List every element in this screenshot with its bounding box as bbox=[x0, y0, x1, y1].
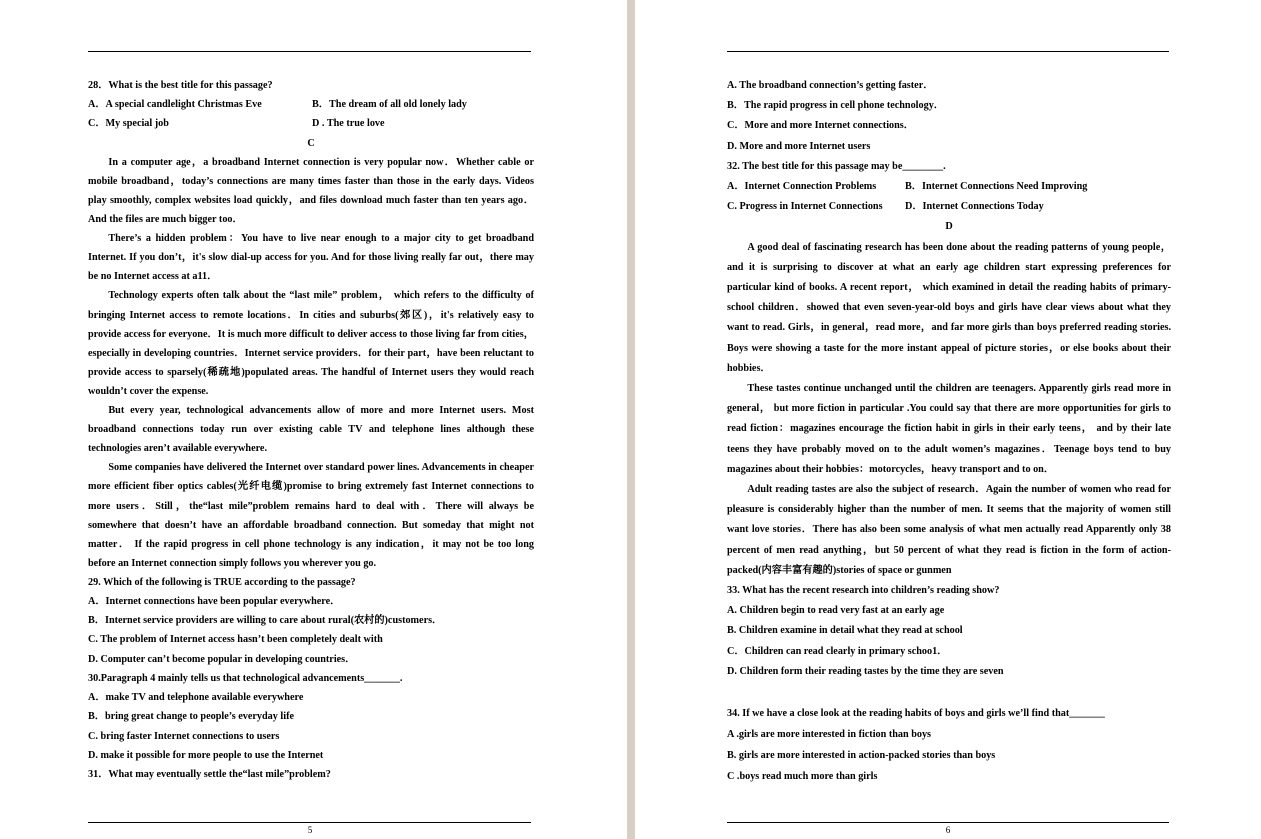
passage-d-paragraph-2: These tastes continue unchanged until the children are teenagers. Apparently girls read more in general， but more fiction in particular .You could say that there are more opportunities for girls to read fiction：magazines encourage the fiction habit in girls in their early teens， and by their late teens they have probably moved on to the adult women’s magazines．Teenage boys tend to buy magazines about their hobbies：motorcycles，heavy transport and to on． bbox=[727, 383, 1171, 475]
page-6 bbox=[635, 0, 1261, 839]
passage-c-paragraph-5: Some companies have delivered the Internet over standard power lines. Advancements in cheaper more efficient fiber optics cables(光纤电缆)promise to bring extremely fast Internet connections to more users．Still，the“last mile”problem remains hard to deal with．There will always be somewhere that doesn’t have an affordable broadband connection. But someday that might not matter． If the rapid progress in cell phone technology is any indication，it may not be too long before an Internet connection simply follows you wherever you go. bbox=[88, 462, 534, 569]
passage-d-paragraph-3: Adult reading tastes are also the subject of research．Again the number of women who read for pleasure is considerably higher than the number of men. It seems that the majority of women still want love stories．There has also been some analysis of what men actually read Apparently only 38 percent of men read anything，but 50 percent of what they read is fiction in the form of action-packed(内容丰富有趣的)stories of space or gunmen bbox=[727, 484, 1171, 576]
q31-option-b: B．The rapid progress in cell phone technology． bbox=[727, 100, 944, 112]
header-rule bbox=[727, 51, 1169, 52]
q30-option-c: C. bring faster Internet connections to users bbox=[88, 730, 280, 742]
q34-option-a: A .girls are more interested in fiction than boys bbox=[727, 729, 932, 741]
header-rule bbox=[88, 51, 531, 52]
q28-options-cd bbox=[88, 114, 534, 133]
q30-option-d: D. make it possible for more people to use the Internet bbox=[88, 749, 324, 761]
q32-option-a: A．Internet Connection Problems bbox=[727, 181, 877, 193]
q28-option-b: B．The dream of all old lonely lady bbox=[312, 99, 467, 111]
q33-option-c: C．Children can read clearly in primary schoo1． bbox=[727, 645, 948, 657]
passage-c-paragraph-4: But every year, technological advancements allow of more and more Internet users. Most broadband connections today run over existing cable TV and telephone lines although these technologies aren’t available everywhere. bbox=[88, 405, 534, 455]
q32-option-c: C. Progress in Internet Connections bbox=[727, 201, 883, 213]
q32-question: 32. The best title for this passage may be________. bbox=[727, 160, 946, 172]
q34-option-b: B. girls are more interested in action-packed stories than boys bbox=[727, 750, 996, 762]
section-d-heading: D bbox=[945, 221, 953, 233]
q28-question: 28．What is the best title for this passage? bbox=[88, 80, 273, 91]
q32-option-d: D．Internet Connections Today bbox=[905, 201, 1044, 213]
q30-question: 30.Paragraph 4 mainly tells us that technological advancements_______. bbox=[88, 672, 403, 684]
page-number: 5 bbox=[307, 825, 313, 835]
q33-option-b: B. Children examine in detail what they read at school bbox=[727, 625, 963, 637]
q32-options-ab bbox=[727, 177, 1171, 197]
q28-option-d: D . The true love bbox=[312, 118, 385, 130]
q34-question: 34. If we have a close look at the reading habits of boys and girls we’ll find that_______ bbox=[727, 708, 1105, 720]
q32-options-cd bbox=[727, 197, 1171, 217]
footer-rule bbox=[88, 822, 531, 823]
q29-option-b: B．Internet service providers are willing to care about rural(农村的)customers． bbox=[88, 615, 443, 627]
q28-option-a: A．A special candlelight Christmas Eve bbox=[88, 99, 262, 111]
q34-option-c: C .boys read much more than girls bbox=[727, 771, 878, 783]
page-number: 6 bbox=[945, 825, 951, 835]
q31-option-d: D. More and more Internet users bbox=[727, 140, 871, 152]
q33-option-d: D. Children form their reading tastes by the time they are seven bbox=[727, 665, 1004, 677]
q28-option-c: C．My special job bbox=[88, 118, 169, 130]
q30-option-b: B．bring great change to people’s everyday life bbox=[88, 711, 294, 723]
q29-question: 29. Which of the following is TRUE according to the passage? bbox=[88, 576, 356, 588]
blank-gap bbox=[727, 682, 1171, 704]
q29-option-d: D. Computer can’t become popular in developing countries． bbox=[88, 653, 356, 665]
section-c-heading: C bbox=[307, 137, 315, 149]
footer-rule bbox=[727, 822, 1169, 823]
q32-option-b: B．Internet Connections Need Improving bbox=[905, 181, 1088, 193]
passage-c-paragraph-2: There’s a hidden problem：You have to live near enough to a major city to get broadband Internet. If you don’t，it's slow dial-up access for you. And for those living really far out，there may be no Internet access at a11． bbox=[88, 233, 534, 283]
q28-options-ab bbox=[88, 95, 534, 114]
passage-c-paragraph-3: Technology experts often talk about the “last mile” problem， which refers to the difficulty of bringing Internet access to remote locations．In cities and suburbs(郊区)，it's relatively easy to provide access for everyone．It is much more difficult to deliver access to those living far from cities，especially in developing countries．Internet service providers．for their part，have been reluctant to provide access to sparsely(稀疏地)populated areas. The handful of Internet users they would reach wouldn’t cover the expense. bbox=[88, 290, 534, 397]
passage-d-paragraph-1: A good deal of fascinating research has been done about the reading patterns of young people， and it is surprising to discover at what an early age children start expressing preferences for particular kind of books. A recent report， which examined in detail the reading habits of primary-school children．showed that even seven-year-old boys and girls have clear views about what they want to read. Girls，in general，read more，and far more girls than boys preferred reading stories. Boys were showing a taste for the more instant appeal of picture stories，or else books about their hobbies． bbox=[727, 241, 1171, 374]
q30-option-a: A．make TV and telephone available everywhere bbox=[88, 692, 304, 704]
q31-option-c: C．More and more Internet connections． bbox=[727, 120, 914, 132]
page-5 bbox=[0, 0, 627, 839]
page-5-content bbox=[88, 76, 534, 784]
q31-option-a: A. The broadband connection’s getting faster． bbox=[727, 80, 934, 91]
q29-option-c: C. The problem of Internet access hasn’t been completely dealt with bbox=[88, 634, 383, 646]
page-6-content bbox=[727, 76, 1171, 787]
q33-option-a: A. Children begin to read very fast at an early age bbox=[727, 605, 945, 617]
q29-option-a: A．Internet connections have been popular everywhere． bbox=[88, 596, 341, 608]
q33-question: 33. What has the recent research into children’s reading show? bbox=[727, 585, 1000, 597]
passage-c-paragraph-1: In a computer age，a broadband Internet connection is very popular now．Whether cable or mobile broadband，today’s connections are many times faster than those in the early days. Videos play smoothly, complex websites load quickly，and files download much faster than ten years ago．And the files are much bigger too． bbox=[88, 156, 534, 226]
q31-question: 31．What may eventually settle the“last mile”problem? bbox=[88, 768, 331, 780]
